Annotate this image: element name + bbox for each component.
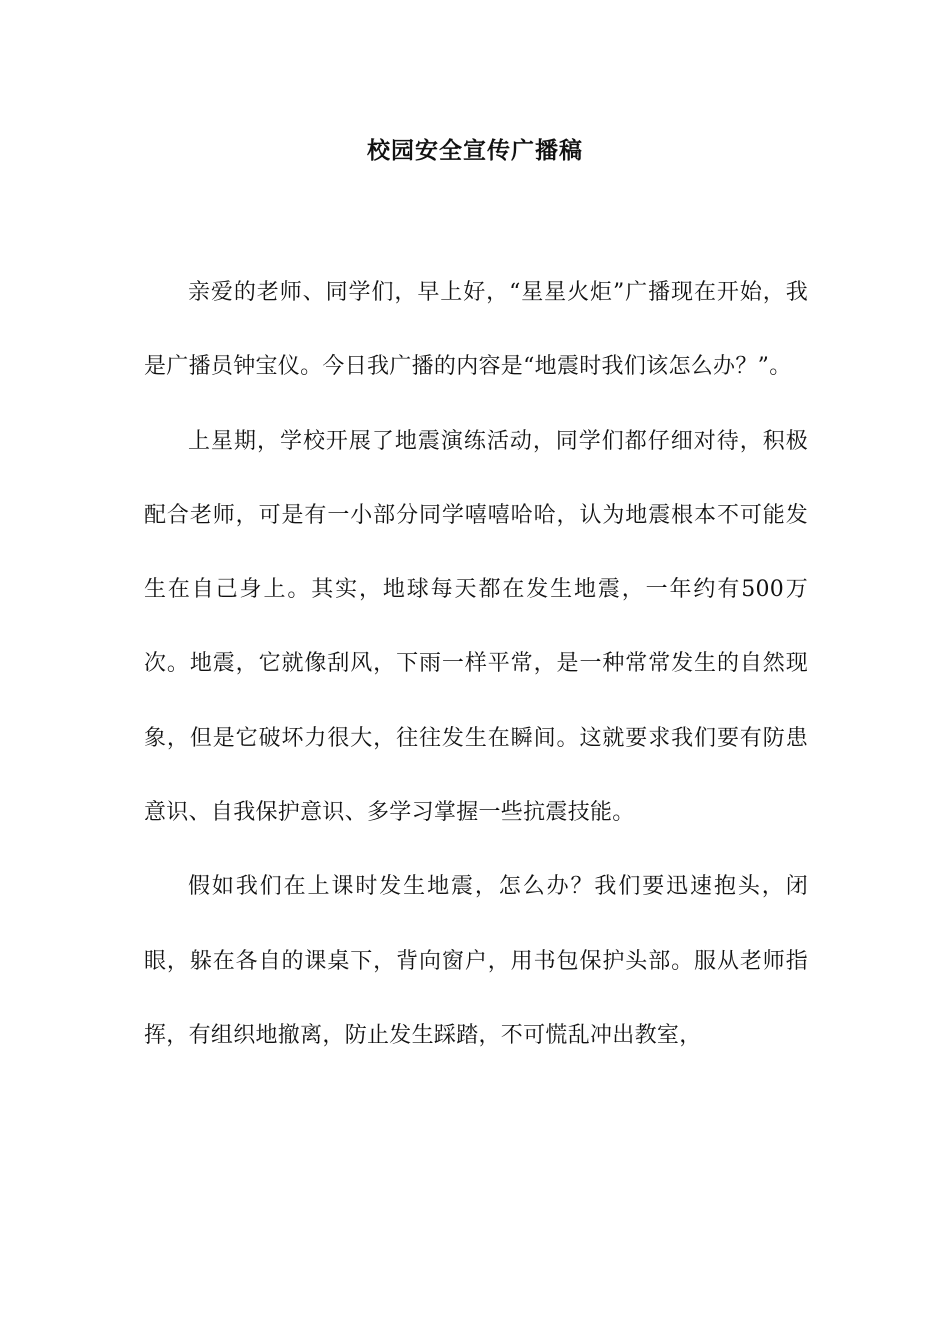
paragraph-greeting: 亲爱的老师、同学们，早上好，“星星火炬”广播现在开始，我是广播员钟宝仪。今日我广播的内容是“地震时我们该怎么办？”。 xyxy=(144,280,808,380)
document-body xyxy=(144,256,808,1073)
paragraph-classroom-safety: 假如我们在上课时发生地震，怎么办？我们要迅速抱头，闭眼，躲在各自的课桌下，背向窗户，用书包保护头部。服从老师指挥，有组织地撤离，防止发生踩踏，不可慌乱冲出教室， xyxy=(144,874,808,1048)
paragraph-earthquake-drill: 上星期，学校开展了地震演练活动，同学们都仔细对待，积极配合老师，可是有一小部分同学嘻嘻哈哈，认为地震根本不可能发生在自己身上。其实，地球每天都在发生地震，一年约有500万次。地震，它就像刮风，下雨一样平常，是一种常常发生的自然现象，但是它破坏力很大，往往发生在瞬间。这就要求我们要有防患意识、自我保护意识、多学习掌握一些抗震技能。 xyxy=(144,428,808,826)
document-title: 校园安全宣传广播稿 xyxy=(367,137,583,164)
